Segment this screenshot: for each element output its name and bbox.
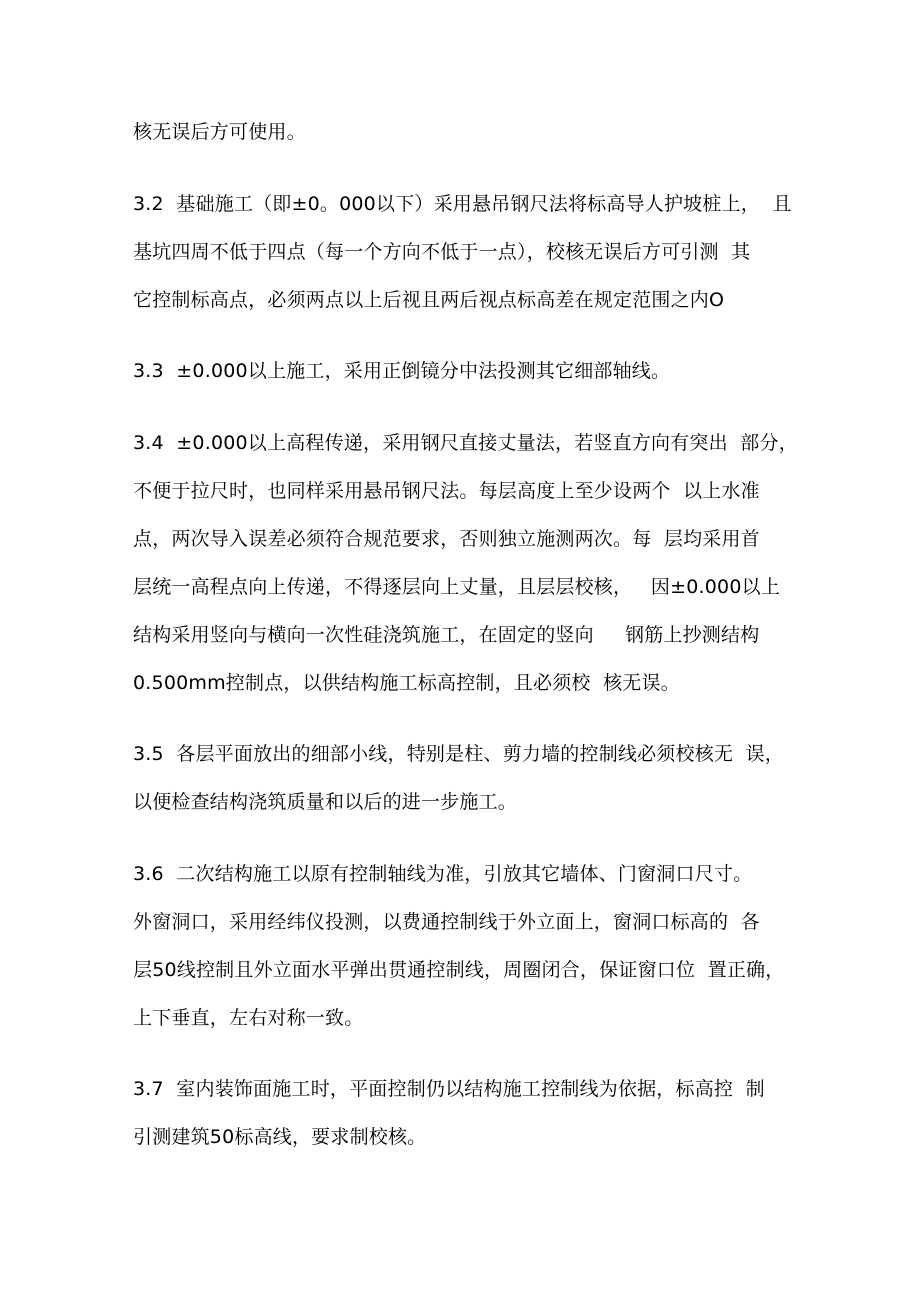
section-3-4-line-2: 不便于拉尺时，也同样采用悬吊钢尺法。每层高度上至少设两个 以上水准	[133, 480, 760, 502]
section-3-6-line-1: 3.6 二次结构施工以原有控制轴线为准，引放其它墙体、门窗洞口尺寸。	[133, 863, 753, 885]
section-3-4-line-5: 结构采用竖向与横向一次性硅浇筑施工，在固定的竖向 钢筋上抄测结构	[133, 624, 760, 646]
section-3-2-line-1: 3.2 基础施工（即±0。000以下）采用悬吊钢尺法将标高导人护坡桩上， 且	[133, 193, 792, 215]
section-3-6-line-4: 上下垂直，左右对称一致。	[133, 1007, 364, 1029]
section-3-7-line-1: 3.7 室内装饰面施工时，平面控制仍以结构施工控制线为依据，标高控 制	[133, 1078, 765, 1100]
section-3-4-line-3: 点，两次导入误差必须符合规范要求，否则独立施测两次。每 层均采用首	[133, 528, 760, 550]
section-3-4-line-4: 层统一高程点向上传递，不得逐层向上丈量，且层层校核， 因±0.000以上	[133, 576, 781, 598]
section-3-3-line-1: 3.3 ±0.000以上施工，采用正倒镜分中法投测其它细部轴线。	[133, 360, 671, 382]
section-3-2-line-2: 基坑四周不低于四点（每一个方向不低于一点），校核无误后方可引测 其	[133, 241, 751, 263]
section-3-5-line-1: 3.5 各层平面放出的细部小线，特别是柱、剪力墙的控制线必须校核无 误，	[133, 743, 784, 765]
section-3-4-line-6: 0.500mm控制点，以供结构施工标高控制，且必须校 核无误。	[133, 672, 680, 694]
section-3-6-line-2: 外窗洞口，采用经纬仪投测，以费通控制线于外立面上，窗洞口标高的 各	[133, 911, 760, 933]
section-3-7-line-2: 引测建筑50标高线，要求制校核。	[133, 1126, 427, 1148]
section-3-6-line-3: 层50线控制且外立面水平弹出贯通控制线，周圈闭合，保证窗口位 置正确，	[133, 959, 785, 981]
section-3-2-line-3: 它控制标高点，必须两点以上后视且两后视点标高差在规定范围之内O	[133, 289, 725, 311]
section-3-4-line-1: 3.4 ±0.000以上高程传递，采用钢尺直接丈量法，若竖直方向有突出 部分，	[133, 432, 798, 454]
text-line: 核无误后方可使用。	[133, 121, 306, 143]
section-3-5-line-2: 以便检查结构浇筑质量和以后的进一步施工。	[133, 791, 518, 813]
